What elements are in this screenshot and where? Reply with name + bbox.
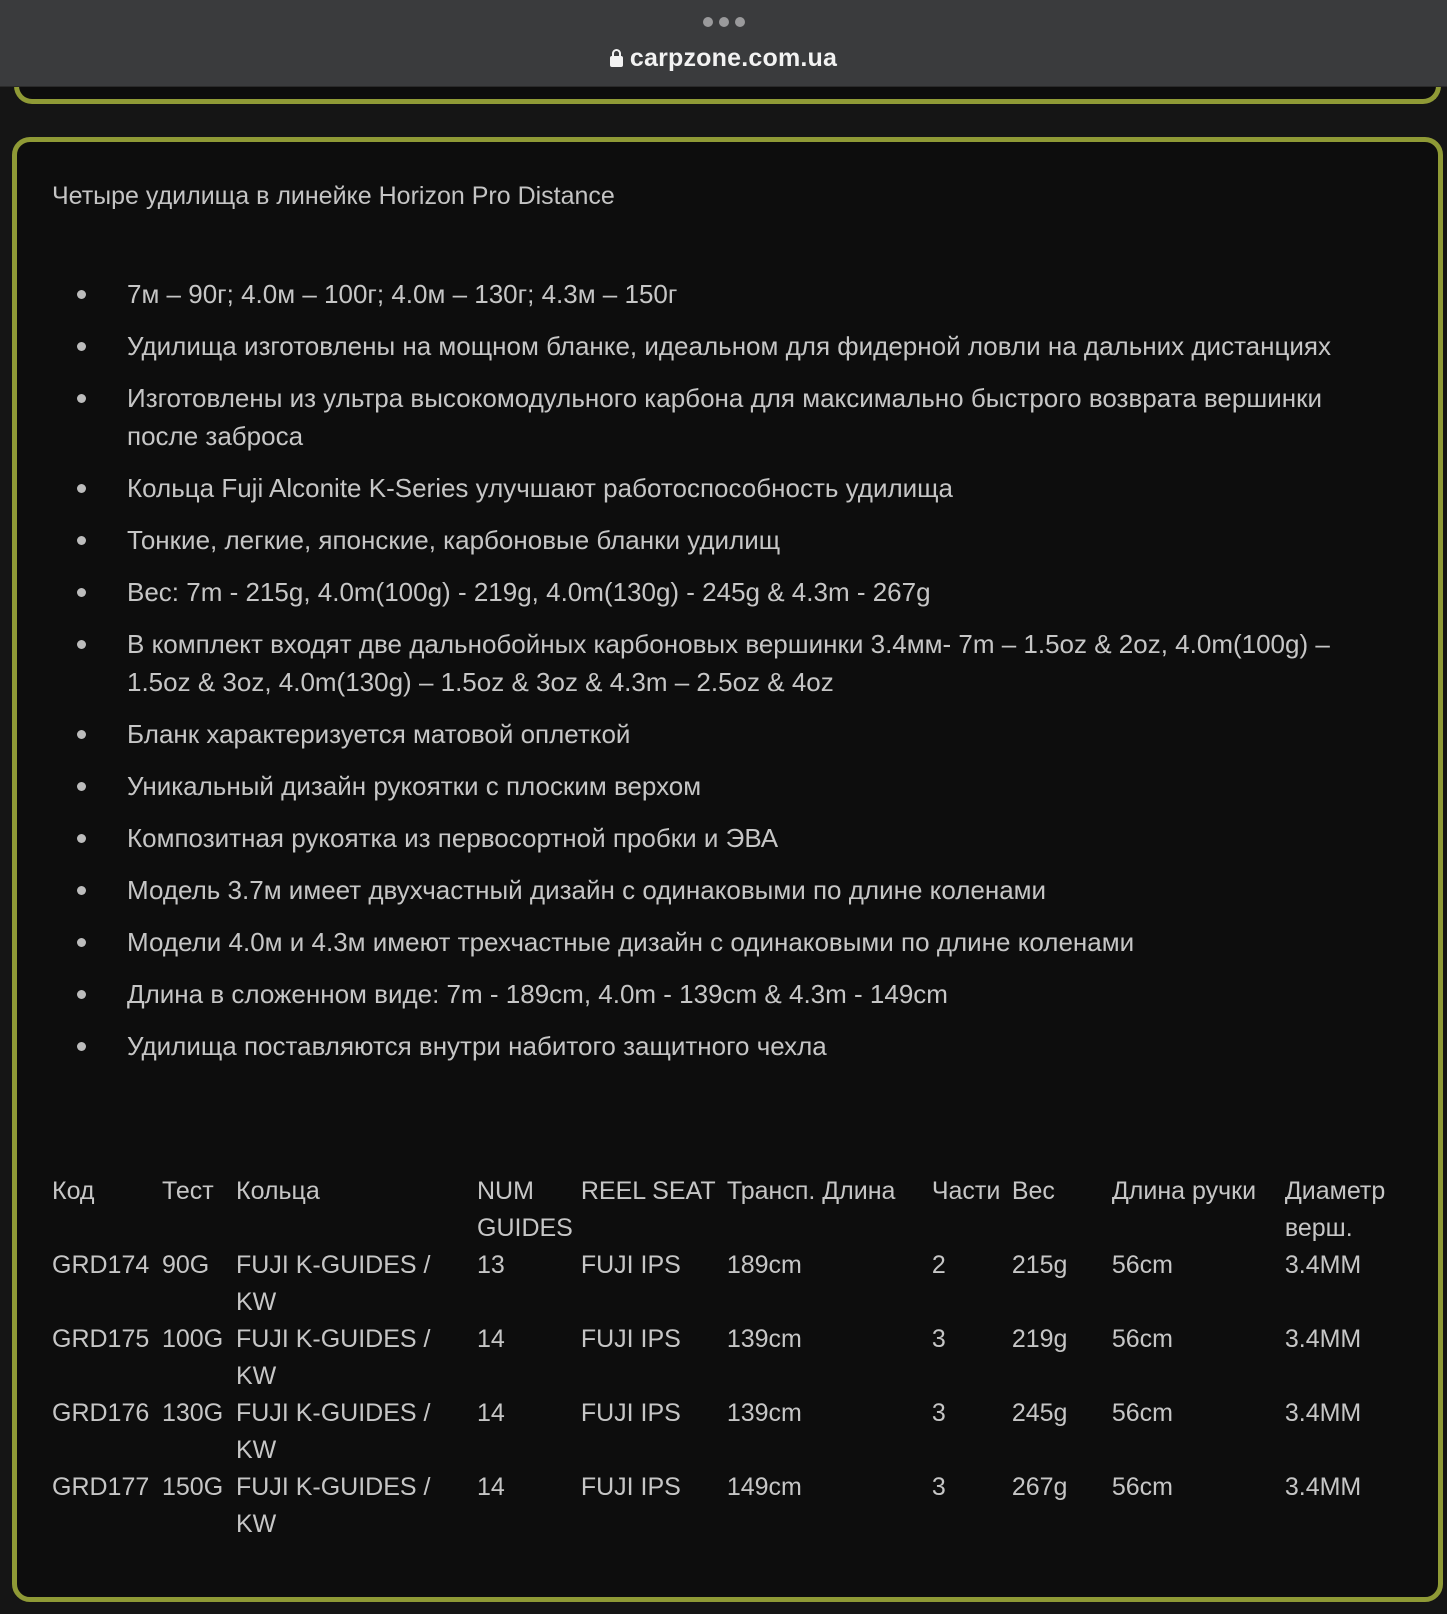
table-cell: 3 [931, 1325, 946, 1353]
table-cell: 3.4MM [1284, 1325, 1362, 1353]
table-cell: FUJI IPS [580, 1399, 681, 1427]
bullet-icon [77, 640, 86, 649]
table-cell: 14 [477, 1399, 505, 1427]
table-cell: 56cm [1111, 1473, 1173, 1501]
browser-toolbar [0, 0, 1447, 87]
bullet-icon [77, 990, 86, 999]
table-header-row [52, 1173, 1423, 1247]
address-bar[interactable] [0, 44, 1447, 73]
bullet-icon [77, 834, 86, 843]
table-cell: 90G [162, 1251, 210, 1279]
table-cell: 3.4MM [1284, 1399, 1362, 1427]
table-cell: 56cm [1111, 1399, 1173, 1427]
list-item: Удилища изготовлены на мощном бланке, идеальном для фидерной ловли на дальних дистанциях [17, 327, 1407, 365]
table-cell: 14 [477, 1325, 505, 1353]
bullet-icon [77, 342, 86, 351]
column-header: Кольца [236, 1177, 320, 1205]
table-row [52, 1469, 1423, 1543]
bullet-icon [77, 536, 86, 545]
table-cell: 215g [1011, 1251, 1068, 1279]
column-header: Код [52, 1177, 95, 1205]
feature-list [17, 275, 1407, 1079]
lock-icon [610, 56, 623, 67]
list-item: Модель 3.7м имеет двухчастный дизайн с одинаковыми по длине коленами [17, 871, 1407, 909]
list-item: Изготовлены из ультра высокомодульного карбона для максимально быстрого возврата вершинки после заброса [17, 379, 1407, 455]
spec-table [52, 1173, 1423, 1543]
table-row [52, 1247, 1423, 1321]
list-item: Модели 4.0м и 4.3м имеют трехчастные дизайн с одинаковыми по длине коленами [17, 923, 1407, 961]
bullet-icon [77, 588, 86, 597]
table-cell: 219g [1011, 1325, 1068, 1353]
table-cell: FUJI K-GUIDES / KW [236, 1251, 431, 1316]
column-header: Вес [1011, 1177, 1055, 1205]
table-cell: 3 [931, 1473, 946, 1501]
table-cell: 3.4MM [1284, 1473, 1362, 1501]
table-cell: 245g [1011, 1399, 1068, 1427]
column-header: Трансп. Длина [726, 1177, 896, 1205]
list-item: Бланк характеризуется матовой оплеткой [17, 715, 1407, 753]
table-cell: 150G [162, 1473, 224, 1501]
bullet-icon [77, 938, 86, 947]
table-cell: 56cm [1111, 1325, 1173, 1353]
list-item: Вес: 7m - 215g, 4.0m(100g) - 219g, 4.0m(130g) - 245g & 4.3m - 267g [17, 573, 1407, 611]
table-cell: 3 [931, 1399, 946, 1427]
table-cell: FUJI K-GUIDES / KW [236, 1325, 431, 1390]
table-row [52, 1321, 1423, 1395]
intro-text: Четыре удилища в линейке Horizon Pro Distance [52, 182, 615, 210]
table-cell: FUJI IPS [580, 1251, 681, 1279]
list-item: Тонкие, легкие, японские, карбоновые бланки удилищ [17, 521, 1407, 559]
table-cell: 14 [477, 1473, 505, 1501]
table-cell: GRD175 [52, 1325, 150, 1353]
column-header: Диаметр верш. [1284, 1177, 1386, 1242]
url-text: carpzone.com.ua [629, 44, 838, 72]
list-item: В комплект входят две дальнобойных карбоновых вершинки 3.4мм- 7m – 1.5oz & 2oz, 4.0m(100g) – 1.5oz & 3oz, 4.0m(130g) – 1.5oz & 3oz & 4.3m – 2.5oz & 4oz [17, 625, 1407, 701]
column-header: NUM GUIDES [477, 1177, 573, 1242]
list-item: Композитная рукоятка из первосортной пробки и ЭВА [17, 819, 1407, 857]
bullet-icon [77, 730, 86, 739]
column-header: REEL SEAT [580, 1177, 716, 1205]
column-header: Тест [162, 1177, 214, 1205]
table-cell: 100G [162, 1325, 224, 1353]
bullet-icon [77, 886, 86, 895]
table-cell: 189cm [726, 1251, 802, 1279]
table-cell: FUJI K-GUIDES / KW [236, 1399, 431, 1464]
list-item: 7м – 90г; 4.0м – 100г; 4.0м – 130г; 4.3м – 150г [17, 275, 1407, 313]
table-cell: 2 [931, 1251, 946, 1279]
list-item: Длина в сложенном виде: 7m - 189cm, 4.0m - 139cm & 4.3m - 149cm [17, 975, 1407, 1013]
table-cell: 267g [1011, 1473, 1068, 1501]
table-cell: GRD176 [52, 1399, 150, 1427]
table-cell: 149cm [726, 1473, 802, 1501]
table-row [52, 1395, 1423, 1469]
table-cell: 13 [477, 1251, 505, 1279]
more-options-icon[interactable] [0, 17, 1447, 29]
table-cell: FUJI K-GUIDES / KW [236, 1473, 431, 1538]
list-item: Удилища поставляются внутри набитого защитного чехла [17, 1027, 1407, 1065]
table-cell: 3.4MM [1284, 1251, 1362, 1279]
product-description-panel [12, 137, 1443, 1602]
bullet-icon [77, 1042, 86, 1051]
table-cell: GRD177 [52, 1473, 150, 1501]
bullet-icon [77, 782, 86, 791]
bullet-icon [77, 394, 86, 403]
list-item: Уникальный дизайн рукоятки с плоским верхом [17, 767, 1407, 805]
column-header: Части [931, 1177, 1001, 1205]
list-item: Кольца Fuji Alconite K-Series улучшают работоспособность удилища [17, 469, 1407, 507]
bullet-icon [77, 484, 86, 493]
bullet-icon [77, 290, 86, 299]
table-cell: 56cm [1111, 1251, 1173, 1279]
table-cell: 139cm [726, 1399, 802, 1427]
column-header: Длина ручки [1111, 1177, 1257, 1205]
table-cell: FUJI IPS [580, 1473, 681, 1501]
table-cell: 130G [162, 1399, 224, 1427]
table-cell: FUJI IPS [580, 1325, 681, 1353]
table-cell: GRD174 [52, 1251, 150, 1279]
table-cell: 139cm [726, 1325, 802, 1353]
